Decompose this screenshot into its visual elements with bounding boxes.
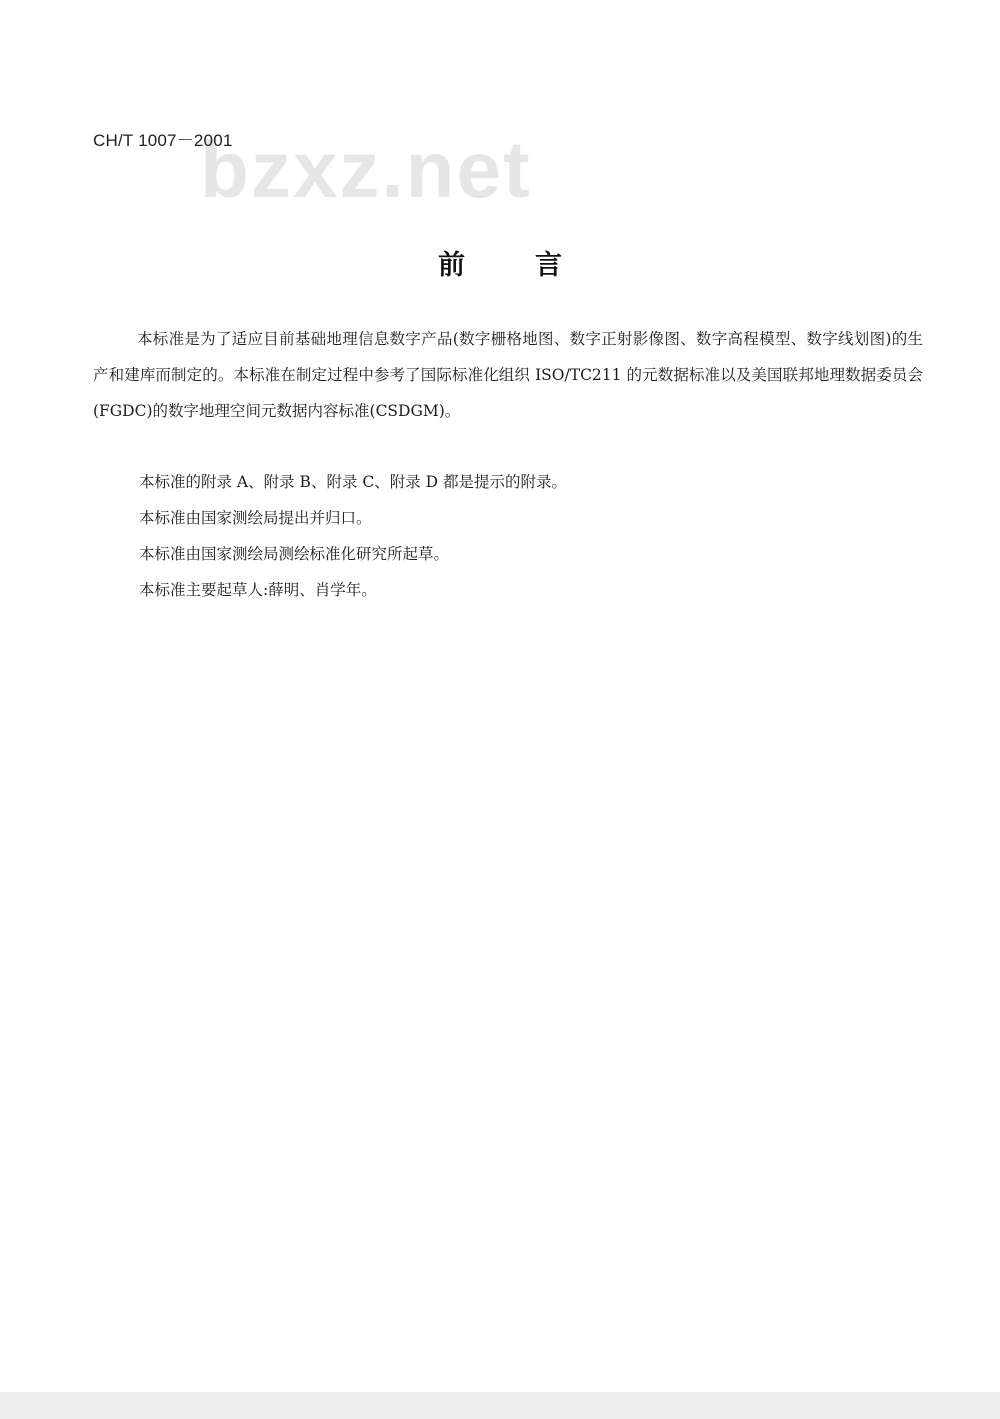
appendix-note: 本标准的附录 A、附录 B、附录 C、附录 D 都是提示的附录。 (139, 473, 568, 491)
proposer-note: 本标准由国家测绘局提出并归口。 (139, 509, 372, 527)
page-bottom-edge (0, 1392, 1000, 1419)
drafter-org-note: 本标准由国家测绘局测绘标准化研究所起草。 (139, 545, 450, 563)
drafters-note: 本标准主要起草人:薛明、肖学年。 (139, 581, 377, 599)
foreword-paragraph: 本标准是为了适应目前基础地理信息数字产品(数字栅格地图、数字正射影像图、数字高程模型、数字线划图)的生产和建库而制定的。本标准在制定过程中参考了国际标准化组织 ISO/TC211 的元数据标准以及美国联邦地理数据委员会(FGDC)的数字地理空间元数据内容标准(CSDGM)。 (93, 330, 923, 420)
page-title: 前言 (438, 250, 632, 281)
standard-code: CH/T 1007－2001 (93, 131, 233, 150)
watermark-logo: bzxz.net (200, 125, 532, 214)
